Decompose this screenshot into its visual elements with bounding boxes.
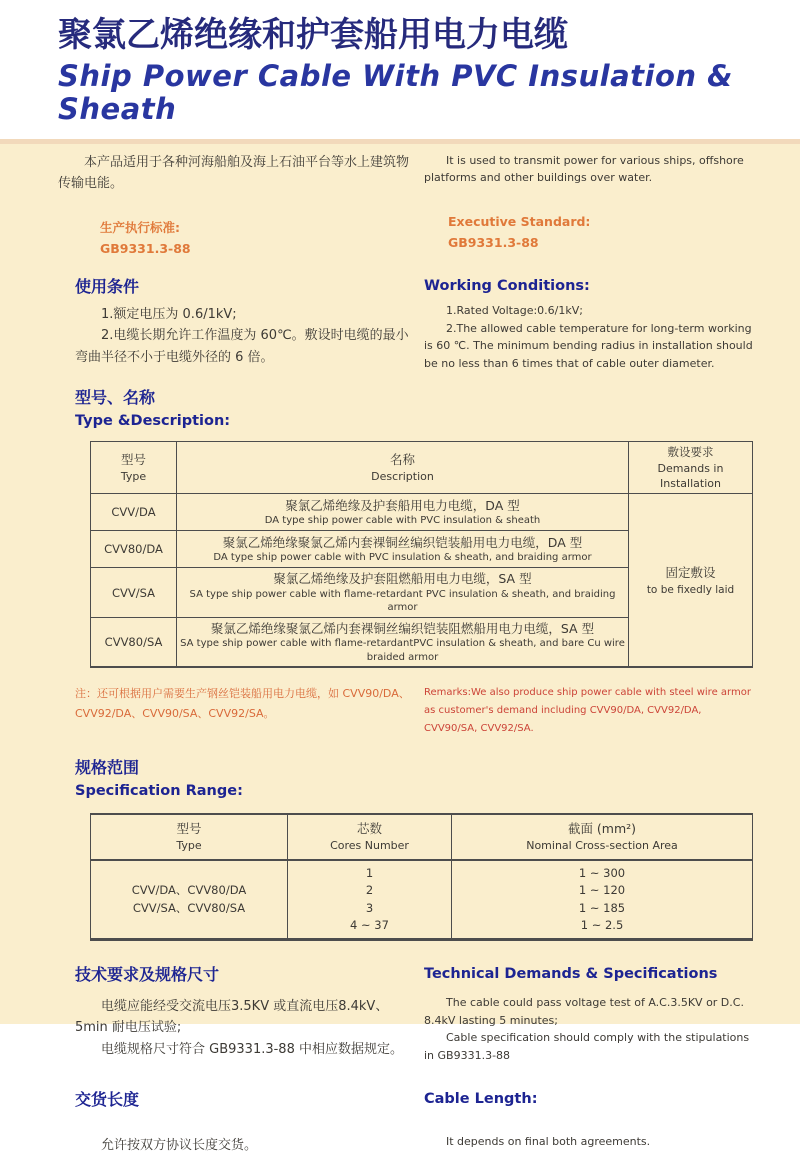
delivery-text-cn: 允许按双方协议长度交货。 (101, 1138, 258, 1154)
technical-paragraph-cn: 电缆规格尺寸符合 GB9331.3-88 中相应数据规定。 (101, 1041, 403, 1057)
standard-label-cn: 生产执行标准: (100, 219, 180, 235)
delivery-heading-cn: 交货长度 (75, 1090, 140, 1110)
standard-block-cn (100, 217, 410, 260)
intro-row (58, 152, 755, 259)
working-conditions-heading-cn: 使用条件 (75, 277, 140, 297)
column-header-cores: 芯数 Cores Number (288, 814, 452, 860)
delivery-text-en: It depends on final both agreements. (446, 1135, 651, 1149)
standard-value-en: GB9331.3-88 (448, 235, 539, 251)
table-row (91, 860, 753, 940)
delivery-row (58, 1090, 755, 1156)
specification-heading-en: Specification Range: (75, 783, 243, 800)
page-title-english: Ship Power Cable With PVC Insulation & Sheath (58, 59, 733, 127)
working-conditions-en (424, 277, 755, 372)
description-cell: 聚氯乙烯绝缘聚氯乙烯内套裸铜丝编织铠装船用电力电缆，DA 型 DA type ship power cable with PVC insulation & sheath, and braiding armor (177, 531, 629, 568)
intro-column-en (424, 152, 755, 254)
intro-paragraph-en: It is used to transmit power for various ships, offshore platforms and other buildings over water. (424, 153, 744, 185)
delivery-heading-en: Cable Length: (424, 1091, 538, 1108)
technical-paragraph-en: Cable specification should comply with the stipulations in GB9331.3-88 (424, 1031, 750, 1062)
description-cell: 聚氯乙烯绝缘聚氯乙烯内套裸铜丝编织铠装阻燃船用电力电缆，SA 型 SA type ship power cable with flame-retardantPVC insulation & sheath, and bare Cu wire braided armor (177, 617, 629, 667)
note-cn: 注：还可根据用户需要生产钢丝铠装船用电力电缆，如 CVV90/DA、CVV92/DA、CVV90/SA、CVV92/SA。 (75, 687, 410, 720)
condition-item-cn: 2.电缆长期允许工作温度为 60℃。敷设时电缆的最小弯曲半径不小于电缆外径的 6 倍。 (75, 328, 409, 365)
condition-item-en: 1.Rated Voltage:0.6/1kV; (446, 304, 583, 317)
spec-section-cell: 1 ~ 300 1 ~ 120 1 ~ 185 1 ~ 2.5 (452, 860, 753, 940)
column-header-demands: 敷设要求 Demands in Installation (629, 442, 753, 494)
technical-row (58, 965, 755, 1064)
specification-heading-block (58, 758, 755, 801)
delivery-cn (58, 1090, 410, 1156)
type-description-table (90, 441, 753, 668)
column-header-section: 截面 (mm²) Nominal Cross-section Area (452, 814, 753, 860)
working-conditions-row (58, 277, 755, 372)
working-conditions-heading-en: Working Conditions: (424, 278, 590, 295)
type-cell: CVV/DA (91, 494, 177, 531)
spec-cores-cell: 1 2 3 4 ~ 37 (288, 860, 452, 940)
table-row (91, 494, 753, 531)
intro-column-cn (58, 152, 410, 259)
condition-item-en: 2.The allowed cable temperature for long-term working is 60 ℃. The minimum bending radius in installation should be no less than 6 times that of cable outer diameter. (424, 321, 753, 370)
type-cell: CVV80/SA (91, 617, 177, 667)
column-header-type: 型号 Type (91, 442, 177, 494)
demands-cell: 固定敷设 to be fixedly laid (629, 494, 753, 668)
column-header-type: 型号 Type (91, 814, 288, 860)
table-header-row (91, 814, 753, 860)
column-header-description: 名称 Description (177, 442, 629, 494)
technical-heading-en: Technical Demands & Specifications (424, 966, 718, 983)
specification-table (90, 813, 753, 941)
description-cell: 聚氯乙烯绝缘及护套船用电力电缆，DA 型 DA type ship power cable with PVC insulation & sheath (177, 494, 629, 531)
notes-row (58, 684, 755, 738)
technical-cn (58, 965, 410, 1060)
note-en: Remarks:We also produce ship power cable with steel wire armor as customer's demand including CVV90/DA, CVV92/DA, CVV90/SA, CVV92/SA. (424, 687, 751, 735)
type-description-heading-block (58, 388, 755, 431)
standard-block-en (448, 211, 755, 254)
page-title-chinese: 聚氯乙烯绝缘和护套船用电力电缆 (58, 15, 568, 55)
content-area (0, 139, 800, 1154)
standard-label-en: Executive Standard: (448, 213, 591, 229)
technical-heading-cn: 技术要求及规格尺寸 (75, 965, 220, 985)
technical-paragraph-en: The cable could pass voltage test of A.C.3.5KV or D.C. 8.4kV lasting 5 minutes; (424, 995, 744, 1027)
standard-value-cn: GB9331.3-88 (100, 240, 191, 256)
type-cell: CVV/SA (91, 568, 177, 618)
delivery-en (424, 1090, 755, 1150)
specification-heading-cn: 规格范围 (75, 758, 140, 778)
technical-paragraph-cn: 电缆应能经受交流电压3.5KV 或直流电压8.4kV、5min 耐电压试验; (75, 998, 389, 1036)
spec-type-cell: CVV/DA、CVV80/DA CVV/SA、CVV80/SA (91, 860, 288, 940)
type-cell: CVV80/DA (91, 531, 177, 568)
intro-paragraph-cn: 本产品适用于各种河海船舶及海上石油平台等水上建筑物传输电能。 (58, 154, 410, 192)
description-cell: 聚氯乙烯绝缘及护套阻燃船用电力电缆，SA 型 SA type ship power cable with flame-retardant PVC insulation & sheath, and braiding armor (177, 568, 629, 618)
page-header (0, 0, 800, 139)
table-header-row (91, 442, 753, 494)
technical-en (424, 965, 755, 1064)
working-conditions-cn (58, 277, 410, 368)
type-description-heading-cn: 型号、名称 (75, 388, 156, 408)
condition-item-cn: 1.额定电压为 0.6/1kV; (101, 306, 237, 322)
type-description-heading-en: Type &Description: (75, 413, 231, 430)
